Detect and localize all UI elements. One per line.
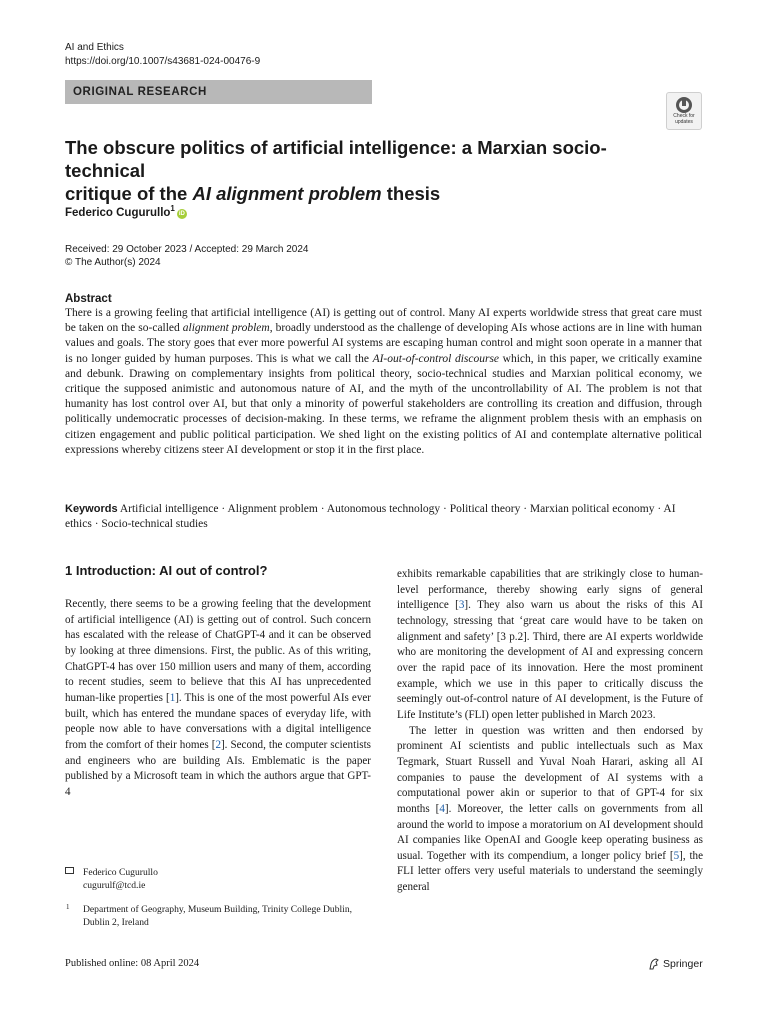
abstract-part-2: , broadly understood as the challenge of developing AIs whose actions are in line with human values and goals. The story goes that ever more powerful AI systems are escaping human control and might soon operate in a manner that is no longer guided by human purposes. This is what we call the — [65, 322, 702, 365]
contact-name: Federico Cugurullo — [83, 867, 158, 878]
abstract-part-1: There is a growing feeling that artificial intelligence (AI) is getting out of control. Many AI experts worldwide stress that great care must be taken on the so-called — [65, 307, 702, 335]
right-text-2: ]. They also warn us about the risks of this AI technology, stressing that ‘great care would have to be taken on alignment and safety’ [3 p.2]. Third, there are AI experts worldwide who are monitoring the development of AI and expressing concern over the rapid pace of its innovation. Here the most prominent example, which we use in this paper to critically discuss the seemingly out-of-control nature of AI development, is the Future of Life Institute’s (FLI) open letter published in March 2023. — [397, 599, 703, 721]
left-text-3: ]. Second, the computer scientists and engineers who are building AIs. Emblematic is the paper published by a Microsoft team in which the authors argue that GPT-4 — [65, 738, 371, 798]
body-column-right — [397, 567, 703, 896]
abstract-emphasis-1: alignment problem — [182, 322, 270, 335]
citation-link[interactable]: 5 — [673, 849, 680, 862]
abstract-heading: Abstract — [65, 293, 112, 305]
affiliation-text: Department of Geography, Museum Building, Trinity College Dublin, Dublin 2, Ireland — [83, 904, 353, 928]
publisher-name: Springer — [663, 958, 703, 970]
envelope-icon — [65, 867, 74, 874]
body-column-left — [65, 597, 371, 801]
check-for-updates-badge[interactable] — [666, 92, 702, 130]
paragraph-intro — [65, 597, 371, 801]
published-online-date: Published online: 08 April 2024 — [65, 958, 200, 969]
doi-link[interactable]: https://doi.org/10.1007/s43681-024-00476-9 — [65, 56, 261, 67]
received-accepted-dates: Received: 29 October 2023 / Accepted: 29 March 2024 — [65, 244, 309, 255]
citation-link[interactable]: 3 — [458, 599, 465, 612]
orcid-icon[interactable]: iD — [178, 210, 185, 217]
right-text-5: ], the FLI letter offers very useful materials to understand the seemingly general — [397, 849, 704, 894]
check-updates-label-2: updates — [675, 118, 693, 125]
paper-title — [65, 136, 665, 205]
author-name[interactable]: Federico Cugurullo — [65, 206, 171, 219]
publisher-logo — [648, 958, 703, 970]
paragraph-letter — [397, 724, 703, 896]
contact-email[interactable]: cugurulf@tcd.ie — [83, 880, 146, 891]
copyright-notice: © The Author(s) 2024 — [65, 257, 161, 268]
abstract-emphasis-2: AI-out-of-control discourse — [372, 352, 500, 365]
title-emphasis: AI alignment problem — [192, 183, 382, 204]
corresponding-author-footnote — [65, 866, 158, 892]
article-dates — [65, 243, 309, 269]
title-line-2-start: critique of the — [65, 183, 193, 204]
abstract-part-3: which, in this paper, we critically examine and debunk. Drawing on complementary insights from political theory, socio-technical studies and Marxian political economy, we critique the supposed animistic and autonomous nature of AI, and the myth of the uncontrollability of AI. The problem is not that humanity has lost control over AI, but that only a minority of powerful stakeholders are controlling its creation and diffusion, through politically undemocratic processes of decision-making. In these terms, we reframe the alignment problem thesis with an emphasis on citizen engagement and public political participation. We shed light on the existing politics of AI and contemplate alternative political expressions whereby citizens steer AI development or stop it in the first place. — [65, 352, 702, 456]
right-text-1: exhibits remarkable capabilities that are strikingly close to human-level performance, thereby showing early signs of general intelligence [ — [397, 568, 703, 612]
check-updates-icon — [675, 96, 693, 114]
section-label: ORIGINAL RESEARCH — [65, 80, 372, 104]
left-text-1: Recently, there seems to be a growing feeling that the development of artificial intelligence (AI) is getting out of control. Such concern has escalated with the release of ChatGPT-4 and it can be observed by looking at three dimensions. First, the public. As of this writing, ChatGPT-4 has over 150 million users and many of them, according to recent studies, seem to believe that this AI has unprecedented human-like properties [ — [65, 598, 371, 704]
affiliation-number: 1 — [66, 903, 70, 911]
citation-link[interactable]: 2 — [215, 738, 221, 751]
keywords-list: Artificial intelligence · Alignment problem · Autonomous technology · Political theory · Marxian political economy · AI ethics · Socio-technical studies — [65, 503, 676, 531]
author-affiliation-marker: 1 — [170, 204, 175, 213]
abstract-text — [65, 306, 702, 458]
keywords — [65, 502, 702, 532]
title-line-2-end: thesis — [381, 183, 441, 204]
section-heading-introduction: 1 Introduction: AI out of control? — [65, 563, 268, 578]
paragraph-continued — [397, 567, 703, 724]
check-updates-label-1: Check for — [673, 113, 695, 119]
journal-name: AI and Ethics — [65, 42, 124, 53]
springer-horse-icon — [648, 958, 660, 970]
author-line — [65, 204, 187, 219]
citation-link[interactable]: 1 — [169, 691, 176, 704]
citation-link[interactable]: 4 — [439, 802, 445, 815]
left-text-2: ]. This is one of the most powerful AIs ever built, which has entered the mundane spaces of everyday life, with people now able to have conversations with a digital intelligence from the comfort of their homes [ — [65, 691, 371, 751]
right-text-3: The letter in question was written and then endorsed by prominent AI scientists and public intellectuals such as Max Tegmark, Stuart Russell and Yuval Noah Harari, asking all AI companies to pause the development of AI systems with a computational power akin or superior to that of GPT-4 for six months [ — [397, 724, 703, 815]
title-line-1: The obscure politics of artificial intelligence: a Marxian socio-technical — [65, 137, 607, 181]
journal-header — [65, 41, 260, 69]
affiliation-footnote — [65, 903, 353, 929]
keywords-label: Keywords — [65, 503, 118, 515]
right-text-4: ]. Moreover, the letter calls on governments from all around the world to impose a moratorium on AI development should AI companies like OpenAI and Google keep operating business as usual. Together with its compendium, a longer policy brief [ — [397, 802, 703, 862]
